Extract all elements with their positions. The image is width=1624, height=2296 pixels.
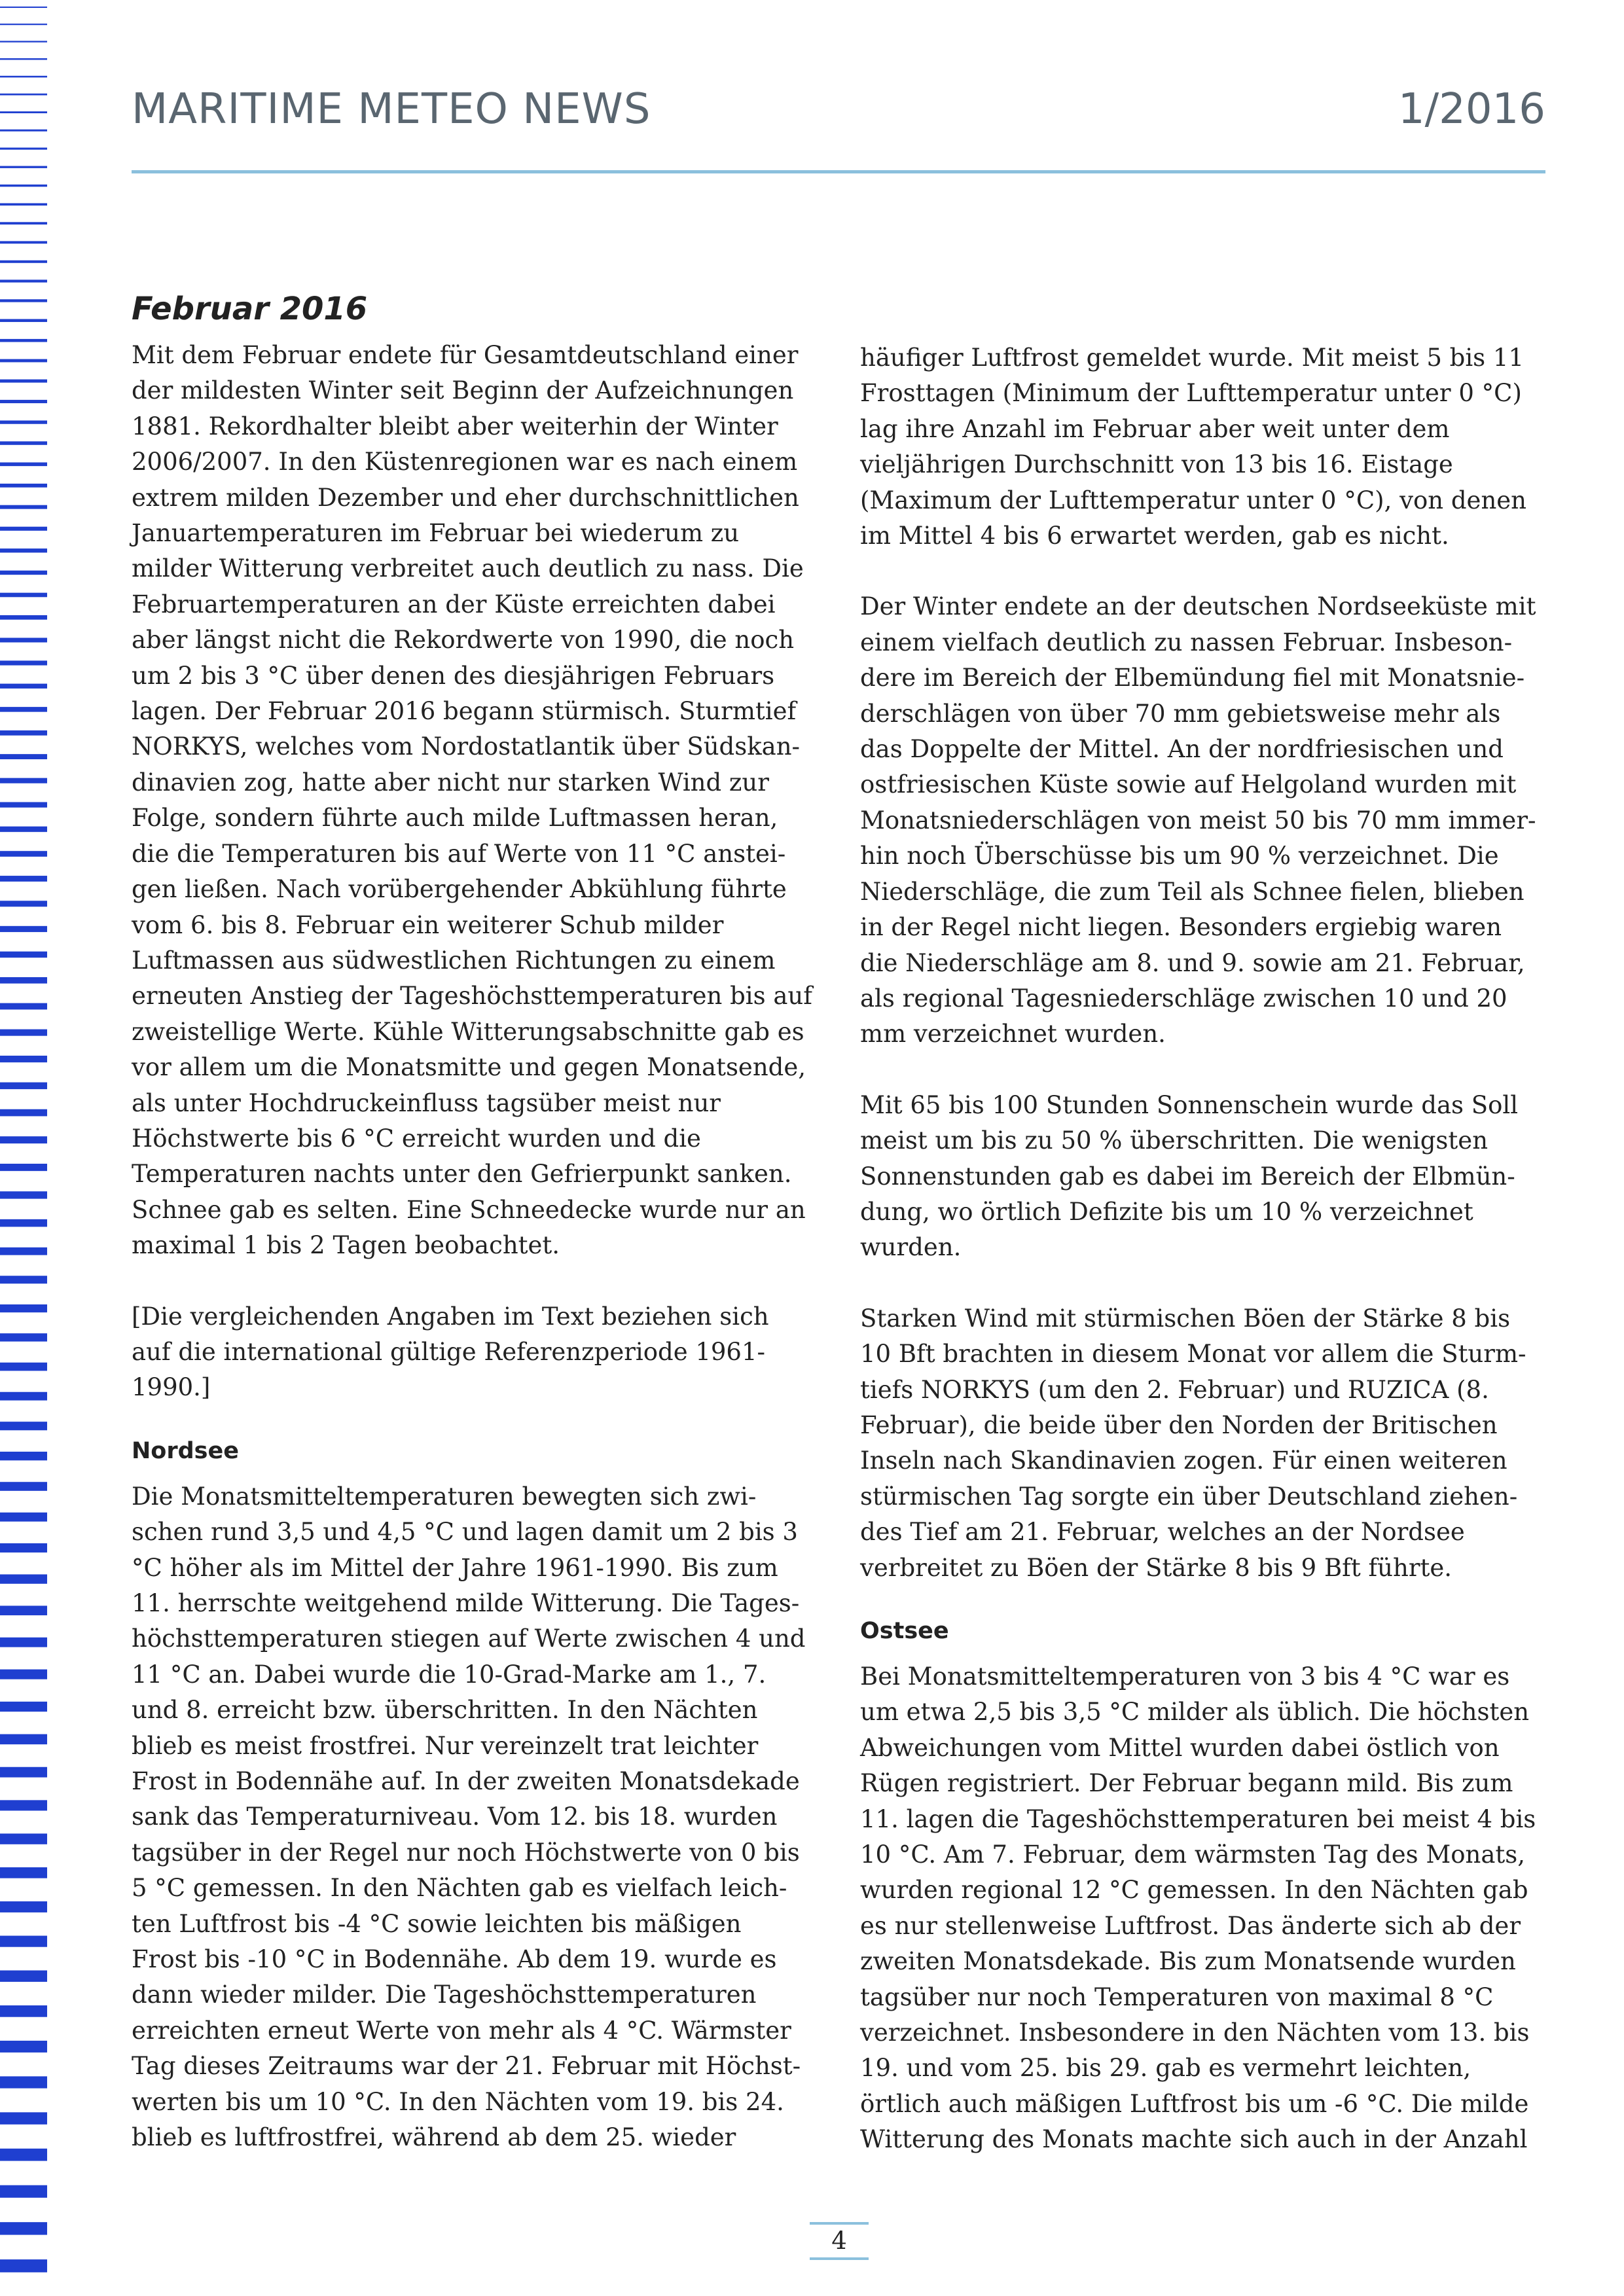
stripe-bar xyxy=(0,1452,47,1460)
stripe-bar xyxy=(0,527,47,531)
nordsee-wind-paragraph: Starken Wind mit stürmischen Böen der Stärke 8 bis 10 Bft brachten in diesem Monat vor allem die Sturmtiefs NORKYS (um den 2. Februar) und RUZICA (8. Februar), die beide über den Norden der Britischen Inseln nach Skandinavien zogen. Für einen weiteren stürmischen Tag sorgte ein über Deutschland ziehendes Tief am 21. Februar, welches an der Nordsee verbreitet zu Böen der Stärke 8 bis 9 Bft führte. xyxy=(860,1304,1526,1582)
stripe-bar xyxy=(0,462,47,466)
stripe-bar xyxy=(0,1276,47,1283)
stripe-bar xyxy=(0,1936,47,1947)
stripe-bar xyxy=(0,1702,47,1712)
stripe-bar xyxy=(0,420,47,423)
stripe-bar xyxy=(0,952,47,958)
stripe-bar xyxy=(0,1056,47,1062)
page-header xyxy=(132,85,1545,173)
stripe-bar xyxy=(0,166,47,168)
stripe-bar xyxy=(0,660,47,665)
stripe-bar xyxy=(0,1109,47,1117)
stripe-bar xyxy=(0,222,47,224)
nordsee-paragraph: Die Monatsmitteltemperaturen bewegten sich zwischen rund 3,5 und 4,5 °C und lagen damit um 2 bis 3 °C höher als im Mittel der Jahre 1961-1990. Bis zum 11. herrschte weitgehend milde Witterung. Die Tageshöchsttemperaturen stiegen auf Werte zwischen 4 und 11 °C an. Dabei wurde die 10-Grad-Marke am 1., 7. und 8. erreicht bzw. überschritten. In den Nächten blieb es meist frostfrei. Nur vereinzelt trat leichter Frost in Bodennähe auf. In der zweiten Monatsdekade sank das Temperaturniveau. Vom 12. bis 18. wurden tagsüber in der Regel nur noch Höchstwerte von 0 bis 5 °C gemessen. In den Nächten gab es vielfach leichten Luftfrost bis -4 °C sowie leichten bis mäßigen Frost bis -10 °C in Bodennähe. Ab dem 19. wurde es dann wieder milder. Die Tageshöchsttemperaturen erreichten erneut Werte von mehr als 4 °C. Wärmster Tag dieses Zeitraums war der 21. Februar mit Höchstwerten bis um 10 °C. In den Nächten vom 19. bis 24. blieb es luftfrostfrei, während ab dem 25. wieder xyxy=(132,1482,806,2152)
stripe-bar xyxy=(0,1574,47,1583)
stripe-bar xyxy=(0,2041,47,2053)
stripe-bar xyxy=(0,359,47,363)
nordsee-continued-paragraph: häufiger Luftfrost gemeldet wurde. Mit meist 5 bis 11 Frosttagen (Minimum der Lufttemperatur unter 0 °C) lag ihre Anzahl im Februar aber weit unter dem vieljährigen Durchschnitt von 13 bis 16. Eistage (Maximum der Lufttemperatur unter 0 °C), von denen im Mittel 4 bis 6 erwartet werden, gab es nicht. xyxy=(860,344,1527,550)
page-number: 4 xyxy=(810,2222,869,2260)
stripe-bar xyxy=(0,1867,47,1878)
stripe-bar xyxy=(0,1030,47,1036)
stripe-bar xyxy=(0,926,47,932)
stripe-bar xyxy=(0,76,47,78)
ostsee-heading: Ostsee xyxy=(860,1618,949,1644)
stripe-bar xyxy=(0,977,47,984)
stripe-bar xyxy=(0,1392,47,1401)
nordsee-precipitation-paragraph: Der Winter endete an der deutschen Nordseeküste mit einem vielfach deutlich zu nassen Februar. Insbesondere im Bereich der Elbemündung fiel mit Monatsniederschlägen von über 70 mm gebietsweise mehr als das Doppelte der Mittel. An der nordfriesischen und ostfriesischen Küste sowie auf Helgoland wurden mit Monatsniederschlägen von meist 50 bis 70 mm immerhin noch Überschüsse bis um 90 % verzeichnet. Die Niederschläge, die zum Teil als Schnee fielen, blieben in der Regel nicht liegen. Besonders ergiebig waren die Niederschläge am 8. und 9. sowie am 21. Februar, als regional Tagesniederschläge zwischen 10 und 20 mm verzeichnet wurden. xyxy=(860,592,1536,1049)
stripe-bar xyxy=(0,1136,47,1143)
stripe-bar xyxy=(0,901,47,906)
side-stripe-decoration xyxy=(0,0,47,2296)
stripe-bar xyxy=(0,1422,47,1430)
stripe-bar xyxy=(0,1482,47,1491)
stripe-bar xyxy=(0,58,47,60)
magazine-title: MARITIME METEO NEWS xyxy=(132,85,651,134)
stripe-bar xyxy=(0,802,47,807)
stripe-bar xyxy=(0,148,47,150)
stripe-bar xyxy=(0,1363,47,1371)
intro-paragraph: Mit dem Februar endete für Gesamtdeutschland einer der mildesten Winter seit Beginn der Aufzeichnungen 1881. Rekordhalter bleibt aber weiterhin der Winter 2006/2007. In den Küstenregionen war es nach einem extrem milden Dezember und eher durchschnittlichen Januartemperaturen im Februar bei wiederum zu milder Witterung verbreitet auch deutlich zu nass. Die Februartemperaturen an der Küste erreichten dabei aber längst nicht die Rekordwerte von 1990, die noch um 2 bis 3 °C über denen des diesjährigen Februars lagen. Der Februar 2016 begann stürmisch. Sturmtief NORKYS, welches vom Nordostatlantik über Südskandinavien zog, hatte aber nicht nur starken Wind zur Folge, sondern führte auch milde Luftmassen heran, die die Temperaturen bis auf Werte von 11 °C ansteigen ließen. Nach vorübergehender Abkühlung führte vom 6. bis 8. Februar ein weiterer Schub milder Luftmassen aus südwestlichen Richtungen zu einem erneuten Anstieg der Tageshöchsttemperaturen bis auf zweistellige Werte. Kühle Witterungsabschnitte gab es vor allem um die Monatsmitte und gegen Monatsende, als unter Hochdruckeinfluss tagsüber meist nur Höchstwerte bis 6 °C erreicht wurden und die Temperaturen nachts unter den Gefrierpunkt sanken. Schnee gab es selten. Eine Schneedecke wurde nur an maximal 1 bis 2 Tagen beobachtet. xyxy=(132,341,812,1260)
stripe-bar xyxy=(0,2076,47,2088)
stripe-bar xyxy=(0,548,47,552)
stripe-bar xyxy=(0,754,47,759)
stripe-bar xyxy=(0,380,47,383)
reference-note: [Die vergleichenden Angaben im Text beziehen sich auf die international gültige Referenzperiode 1961-1990.] xyxy=(132,1302,769,1402)
stripe-bar xyxy=(0,7,47,8)
stripe-bar xyxy=(0,279,47,282)
stripe-bar xyxy=(0,1543,47,1552)
stripe-bar xyxy=(0,400,47,403)
stripe-bar xyxy=(0,2222,47,2234)
stripe-bar xyxy=(0,778,47,783)
stripe-bar xyxy=(0,1219,47,1227)
stripe-bar xyxy=(0,615,47,620)
stripe-bar xyxy=(0,2185,47,2198)
stripe-bar xyxy=(0,41,47,42)
issue-number: 1/2016 xyxy=(1398,85,1545,134)
stripe-bar xyxy=(0,684,47,689)
stripe-bar xyxy=(0,827,47,832)
stripe-bar xyxy=(0,1003,47,1010)
stripe-bar xyxy=(0,505,47,509)
stripe-bar xyxy=(0,1800,47,1810)
stripe-bar xyxy=(0,1247,47,1255)
stripe-bar xyxy=(0,593,47,598)
stripe-bar xyxy=(0,1901,47,1912)
nordsee-sunshine-paragraph: Mit 65 bis 100 Stunden Sonnenschein wurde das Soll meist um bis zu 50 % überschritten. Die wenigsten Sonnenstunden gab es dabei im Bereich der Elbmündung, wo örtlich Defizite bis um 10 % verzeichnet wurden. xyxy=(860,1090,1519,1262)
stripe-bar xyxy=(0,1083,47,1089)
left-column xyxy=(132,288,812,2191)
stripe-bar xyxy=(0,94,47,96)
stripe-bar xyxy=(0,484,47,488)
stripe-bar xyxy=(0,339,47,342)
stripe-bar xyxy=(0,185,47,187)
stripe-bar xyxy=(0,1605,47,1615)
stripe-bar xyxy=(0,1971,47,1982)
stripe-bar xyxy=(0,299,47,302)
stripe-bar xyxy=(0,707,47,712)
stripe-bar xyxy=(0,441,47,444)
stripe-bar xyxy=(0,2112,47,2125)
stripe-bar xyxy=(0,111,47,113)
stripe-bar xyxy=(0,571,47,575)
stripe-bar xyxy=(0,1734,47,1745)
stripe-bar xyxy=(0,1513,47,1522)
stripe-bar xyxy=(0,260,47,263)
stripe-bar xyxy=(0,876,47,882)
stripe-bar xyxy=(0,203,47,206)
stripe-bar xyxy=(0,2259,47,2272)
stripe-bar xyxy=(0,730,47,736)
article-title: Februar 2016 xyxy=(132,291,368,327)
right-column xyxy=(860,340,1541,2193)
stripe-bar xyxy=(0,1304,47,1312)
stripe-bar xyxy=(0,1333,47,1341)
stripe-bar xyxy=(0,1833,47,1844)
stripe-bar xyxy=(0,637,47,642)
stripe-bar xyxy=(0,241,47,243)
stripe-bar xyxy=(0,1638,47,1647)
stripe-bar xyxy=(0,1670,47,1679)
stripe-bar xyxy=(0,2005,47,2017)
ostsee-paragraph: Bei Monatsmitteltemperaturen von 3 bis 4 °C war es um etwa 2,5 bis 3,5 °C milder als üblich. Die höchsten Abweichungen vom Mittel wurden dabei östlich von Rügen registriert. Der Februar begann mild. Bis zum 11. lagen die Tageshöchsttemperaturen bei meist 4 bis 10 °C. Am 7. Februar, dem wärmsten Tag des Monats, wurden regional 12 °C gemessen. In den Nächten gab es nur stellenweise Luftfrost. Das änderte sich ab der zweiten Monatsdekade. Bis zum Monatsende wurden tagsüber nur noch Temperaturen von maximal 8 °C verzeichnet. Insbesondere in den Nächten vom 13. bis 19. und vom 25. bis 29. gab es vermehrt leichten, örtlich auch mäßigen Luftfrost bis um -6 °C. Die milde Witterung des Monats machte sich auch in der Anzahl xyxy=(860,1662,1536,2154)
stripe-bar xyxy=(0,24,47,25)
stripe-bar xyxy=(0,1191,47,1198)
stripe-bar xyxy=(0,130,47,132)
stripe-bar xyxy=(0,1164,47,1171)
nordsee-heading: Nordsee xyxy=(132,1437,239,1464)
stripe-bar xyxy=(0,851,47,857)
stripe-bar xyxy=(0,319,47,322)
stripe-bar xyxy=(0,1767,47,1778)
stripe-bar xyxy=(0,2149,47,2161)
